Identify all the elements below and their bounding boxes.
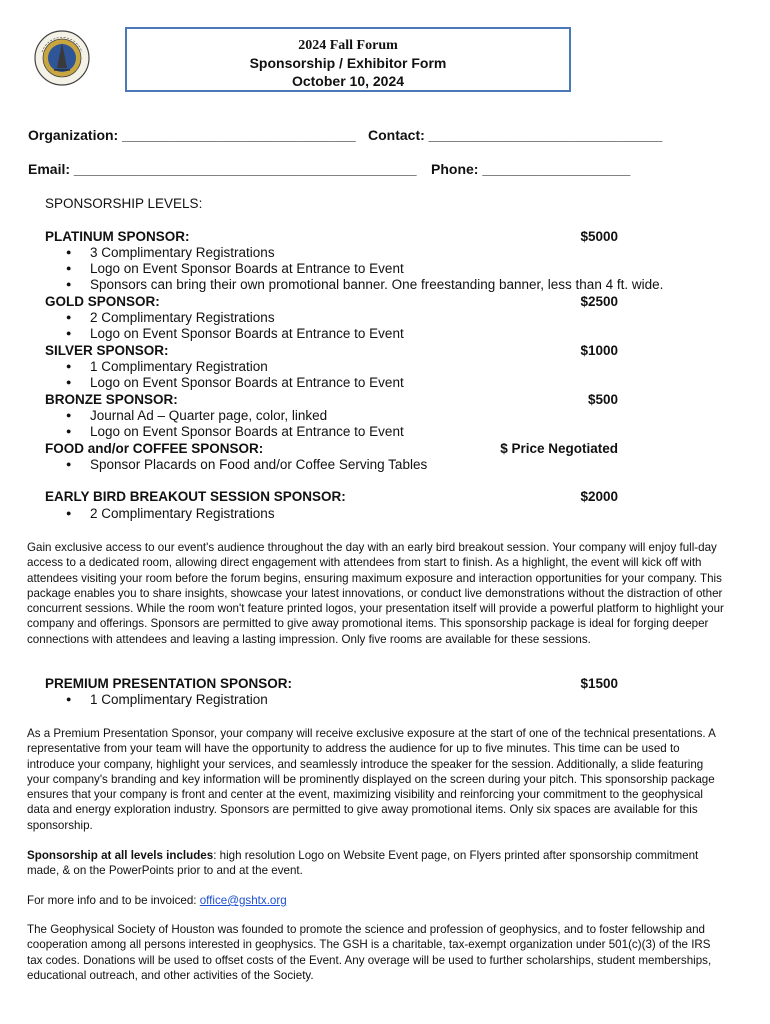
list-item: ● Journal Ad – Quarter page, color, linked [66,408,328,423]
level-price: $2000 [580,489,618,504]
form-title: Sponsorship / Exhibitor Form [249,55,447,71]
email-field[interactable]: Email: ____________________________________________ [28,161,417,177]
list-item: ● 2 Complimentary Registrations [66,506,275,521]
level-name: SILVER SPONSOR: [45,343,169,358]
more-info: For more info and to be invoiced: office@gshtx.org [27,894,287,907]
phone-field[interactable]: Phone: ___________________ [431,161,631,177]
sponsorship-levels-heading: SPONSORSHIP LEVELS: [45,196,203,211]
list-item: ● Sponsor Placards on Food and/or Coffee Serving Tables [66,457,428,472]
society-logo [34,30,90,86]
level-price: $2500 [580,294,618,309]
level-name: GOLD SPONSOR: [45,294,160,309]
all-levels-label: Sponsorship at all levels includes [27,849,214,862]
list-item: ● Logo on Event Sponsor Boards at Entrance to Event [66,326,404,341]
premium-description: As a Premium Presentation Sponsor, your company will receive exclusive exposure at the start of one of the technical presentations. A representative from your team will have the opportunity to address the audience for up to five minutes. This time can be used to introduce your company, highlight your services, and seamlessly introduce the speaker for the session. Additionally, a slide featuring your company's branding and key information will be prominently displayed on the screen during your pitch. This sponsorship package ensures that your company is front and center at the event, maximizing visibility and reinforcing your commitment to the geophysical data and energy exploration industry. Sponsors are permitted to give away promotional items. Only six spaces are available for this sponsorship. [27,727,716,832]
organization-field[interactable]: Organization: ______________________________ [28,127,356,143]
list-item: ● Logo on Event Sponsor Boards at Entrance to Event [66,424,404,439]
forum-title: 2024 Fall Forum [298,38,398,53]
level-price: $5000 [580,229,618,244]
early-bird-description: Gain exclusive access to our event's audience throughout the day with an early bird breakout session. Your company will enjoy full-day access to a dedicated room, allowing direct engagement with attendees from start to finish. As a highlight, the event will kick off with attendees visiting your room before the forum begins, ensuring maximum exposure and interaction opportunities for your company. This package enables you to share insights, showcase your latest innovations, or conduct live demonstrations without the distraction of other concurrent sessions. While the room won't feature printed logos, your presentation itself will provide a powerful platform to highlight your company and offerings. Sponsors are permitted to give away promotional items. This sponsorship package is ideal for forging deeper connections with attendees and leaving a lasting impression. Only five rooms are available for these sessions. [27,541,724,646]
level-price: $ Price Negotiated [500,441,618,456]
email-link[interactable]: office@gshtx.org [199,894,287,907]
contact-field[interactable]: Contact: ______________________________ [368,127,663,143]
level-name: BRONZE SPONSOR: [45,392,178,407]
list-item: ● Logo on Event Sponsor Boards at Entrance to Event [66,261,404,276]
title-box [125,27,571,92]
all-levels-note: Sponsorship at all levels includes: high resolution Logo on Website Event page, on Flyers printed after sponsorship commitment made, & on the PowerPoints prior to and at the event. [27,849,699,878]
list-item: ● 1 Complimentary Registration [66,359,268,374]
society-note: The Geophysical Society of Houston was founded to promote the science and profession of geophysics, and to foster fellowship and cooperation among all persons interested in geophysics. The GSH is a charitable, tax-exempt organization under 501(c)(3) of the IRS tax codes. Donations will be used to offset costs of the Event. Any overage will be used to further scholarships, student memberships, educational outreach, and other activities of the Society. [27,923,712,982]
level-price: $1000 [580,343,618,358]
level-name: FOOD and/or COFFEE SPONSOR: [45,441,264,456]
level-price: $500 [587,392,618,407]
list-item: ● 3 Complimentary Registrations [66,245,275,260]
list-item: ● 2 Complimentary Registrations [66,310,275,325]
level-name: EARLY BIRD BREAKOUT SESSION SPONSOR: [45,489,346,504]
level-name: PREMIUM PRESENTATION SPONSOR: [45,676,293,691]
level-price: $1500 [580,676,618,691]
form-date: October 10, 2024 [291,73,405,89]
list-item: ● 1 Complimentary Registration [66,692,268,707]
list-item: ● Sponsors can bring their own promotional banner. One freestanding banner, less than 4 ft. wide. [66,277,664,292]
list-item: ● Logo on Event Sponsor Boards at Entrance to Event [66,375,404,390]
level-name: PLATINUM SPONSOR: [45,229,190,244]
